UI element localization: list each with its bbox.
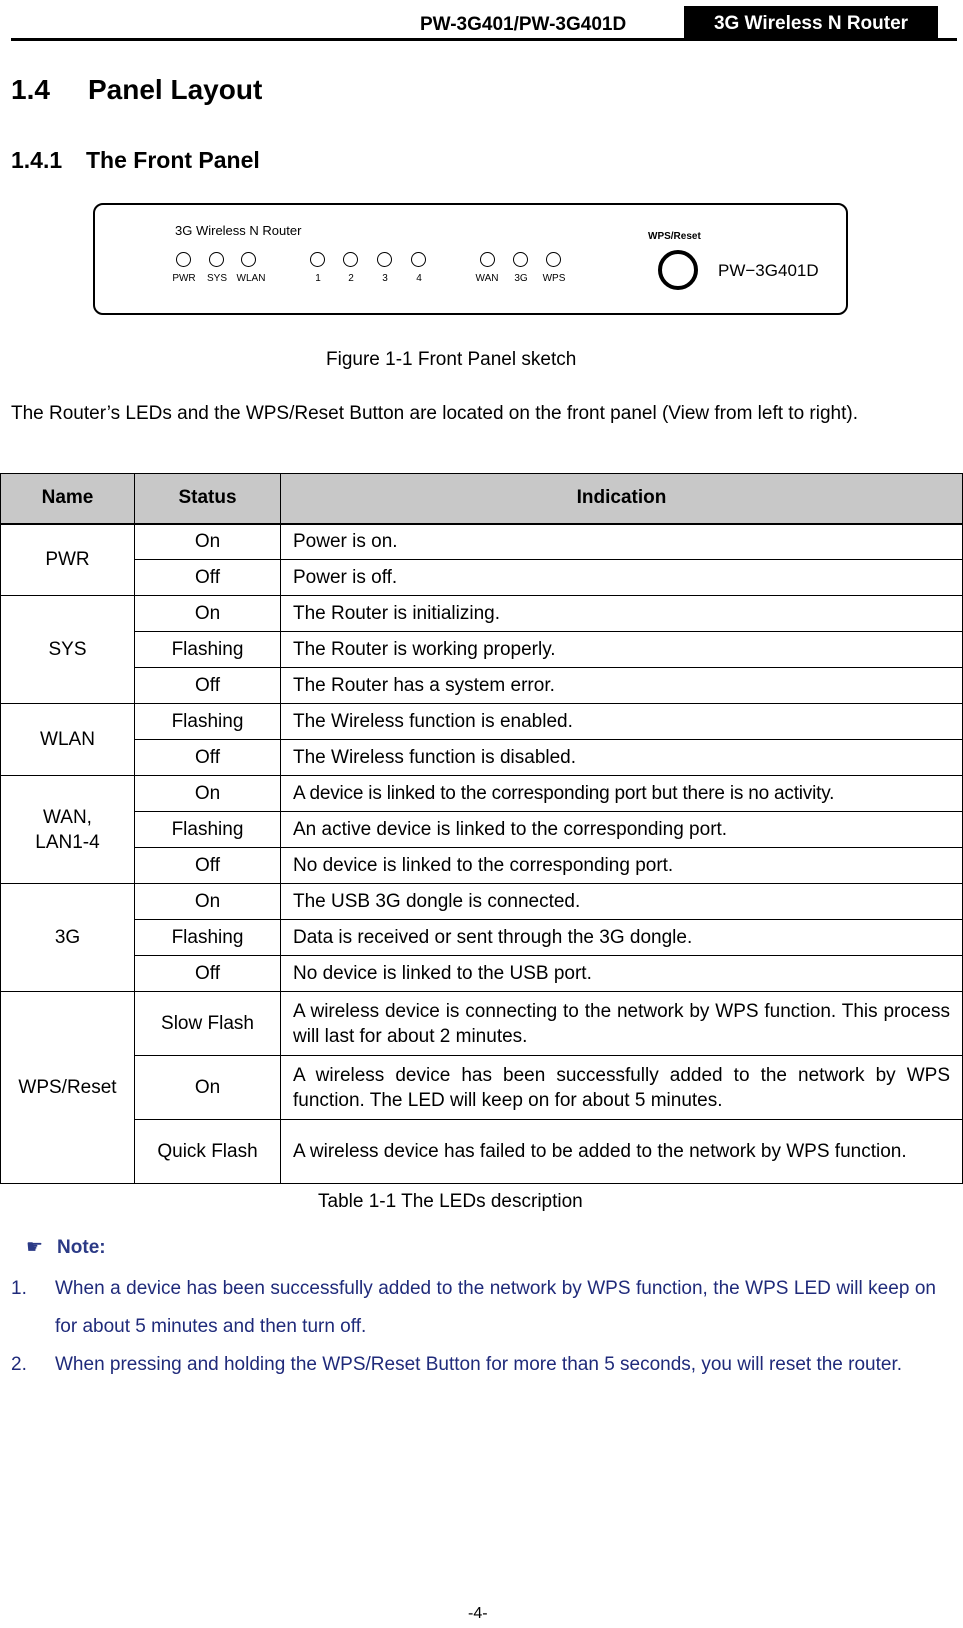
led-indication: A device is linked to the corresponding port but there is no activity. xyxy=(281,776,963,812)
led-status: Flashing xyxy=(135,632,281,668)
led-status: On xyxy=(135,884,281,920)
table-row xyxy=(1,884,963,920)
wps-reset-label: WPS/Reset xyxy=(648,231,701,242)
led-label: WAN xyxy=(475,273,499,284)
led-status: Off xyxy=(135,848,281,884)
header-product-tab: 3G Wireless N Router xyxy=(684,6,938,40)
led-label: 2 xyxy=(348,273,354,284)
table-row xyxy=(1,524,963,560)
led-status: On xyxy=(135,524,281,560)
led-label: 3G xyxy=(514,273,528,284)
led-status: Off xyxy=(135,740,281,776)
led-name: WPS/Reset xyxy=(1,992,135,1184)
led-status: Flashing xyxy=(135,704,281,740)
led-port4-icon xyxy=(411,252,426,267)
note-item xyxy=(11,1346,936,1384)
table-row xyxy=(1,668,963,704)
table-row xyxy=(1,560,963,596)
header-rule xyxy=(11,38,957,41)
note-item-text: When a device has been successfully added to the network by WPS function, the WPS LED will keep on for about 5 minutes and then turn off. xyxy=(55,1278,936,1337)
table-row xyxy=(1,848,963,884)
led-name: WAN, LAN1-4 xyxy=(1,776,135,884)
table-row xyxy=(1,812,963,848)
section-heading xyxy=(11,74,262,106)
note-item-number: 2. xyxy=(11,1354,27,1375)
led-table xyxy=(0,473,963,1184)
led-wan-icon xyxy=(480,252,495,267)
header-model: PW-3G401/PW-3G401D xyxy=(420,14,627,35)
figure-caption: Figure 1-1 Front Panel sketch xyxy=(326,349,577,370)
section-title: Panel Layout xyxy=(88,74,263,105)
led-indication: The USB 3G dongle is connected. xyxy=(281,884,963,920)
led-status: On xyxy=(135,1056,281,1120)
led-name: 3G xyxy=(1,884,135,992)
led-status: Slow Flash xyxy=(135,992,281,1056)
subsection-heading xyxy=(11,147,260,174)
led-port3-icon xyxy=(377,252,392,267)
led-status: Off xyxy=(135,560,281,596)
header-name: Name xyxy=(1,474,135,524)
note-item-number: 1. xyxy=(11,1278,27,1299)
led-label: WLAN xyxy=(236,273,266,284)
table-row xyxy=(1,956,963,992)
table-caption: Table 1-1 The LEDs description xyxy=(318,1191,583,1212)
note-heading xyxy=(26,1236,106,1259)
note-item xyxy=(11,1270,936,1346)
led-status: Flashing xyxy=(135,812,281,848)
led-3g-icon xyxy=(513,252,528,267)
subsection-title: The Front Panel xyxy=(86,147,260,173)
led-status: On xyxy=(135,776,281,812)
led-label: SYS xyxy=(206,273,227,284)
led-wps-icon xyxy=(546,252,561,267)
note-item-text: When pressing and holding the WPS/Reset Button for more than 5 seconds, you will reset the router. xyxy=(55,1354,903,1375)
led-label: PWR xyxy=(172,273,196,284)
led-status: Quick Flash xyxy=(135,1120,281,1184)
header-status: Status xyxy=(135,474,281,524)
led-pwr-icon xyxy=(176,252,191,267)
led-sys-icon xyxy=(209,252,224,267)
table-row xyxy=(1,704,963,740)
table-row xyxy=(1,1056,963,1120)
led-name: PWR xyxy=(1,524,135,596)
pointing-hand-icon: ☛ xyxy=(26,1237,44,1258)
wps-reset-button-icon xyxy=(658,250,698,290)
intro-paragraph: The Router’s LEDs and the WPS/Reset Button are located on the front panel (View from left to right). xyxy=(11,403,858,424)
front-panel-sketch xyxy=(93,203,848,315)
led-port2-icon xyxy=(343,252,358,267)
led-name: WLAN xyxy=(1,704,135,776)
panel-model-label: PW−3G401D xyxy=(718,261,819,280)
subsection-number: 1.4.1 xyxy=(11,147,63,173)
led-label: WPS xyxy=(542,273,566,284)
led-label: 3 xyxy=(382,273,388,284)
led-indication: No device is linked to the corresponding port. xyxy=(281,848,963,884)
table-row xyxy=(1,776,963,812)
led-indication: A wireless device is connecting to the network by WPS function. This process will last for about 2 minutes. xyxy=(281,992,963,1056)
led-indication: Data is received or sent through the 3G dongle. xyxy=(281,920,963,956)
led-indication: The Router is initializing. xyxy=(281,596,963,632)
table-row xyxy=(1,632,963,668)
table-header-row xyxy=(1,474,963,524)
led-port1-icon xyxy=(310,252,325,267)
led-status: Off xyxy=(135,956,281,992)
led-name: SYS xyxy=(1,596,135,704)
led-indication: Power is on. xyxy=(281,524,963,560)
led-label: 4 xyxy=(416,273,422,284)
table-row xyxy=(1,1120,963,1184)
led-indication: The Wireless function is enabled. xyxy=(281,704,963,740)
led-status: Flashing xyxy=(135,920,281,956)
table-row xyxy=(1,596,963,632)
table-row xyxy=(1,920,963,956)
led-indication: A wireless device has been successfully added to the network by WPS function. The LED will keep on for about 5 minutes. xyxy=(281,1056,963,1120)
led-wlan-icon xyxy=(241,252,256,267)
panel-title: 3G Wireless N Router xyxy=(175,223,302,238)
led-indication: An active device is linked to the corresponding port. xyxy=(281,812,963,848)
page-number: -4- xyxy=(468,1605,488,1622)
led-status: Off xyxy=(135,668,281,704)
led-indication: The Router is working properly. xyxy=(281,632,963,668)
table-row xyxy=(1,992,963,1056)
led-indication: The Router has a system error. xyxy=(281,668,963,704)
section-number: 1.4 xyxy=(11,74,50,105)
led-indication: Power is off. xyxy=(281,560,963,596)
led-indication: The Wireless function is disabled. xyxy=(281,740,963,776)
note-label: Note: xyxy=(57,1237,106,1258)
header-indication: Indication xyxy=(281,474,963,524)
table-row xyxy=(1,740,963,776)
note-list xyxy=(11,1270,936,1384)
led-status: On xyxy=(135,596,281,632)
led-indication: A wireless device has failed to be added to the network by WPS function. xyxy=(281,1120,963,1184)
led-label: 1 xyxy=(315,273,321,284)
led-indication: No device is linked to the USB port. xyxy=(281,956,963,992)
